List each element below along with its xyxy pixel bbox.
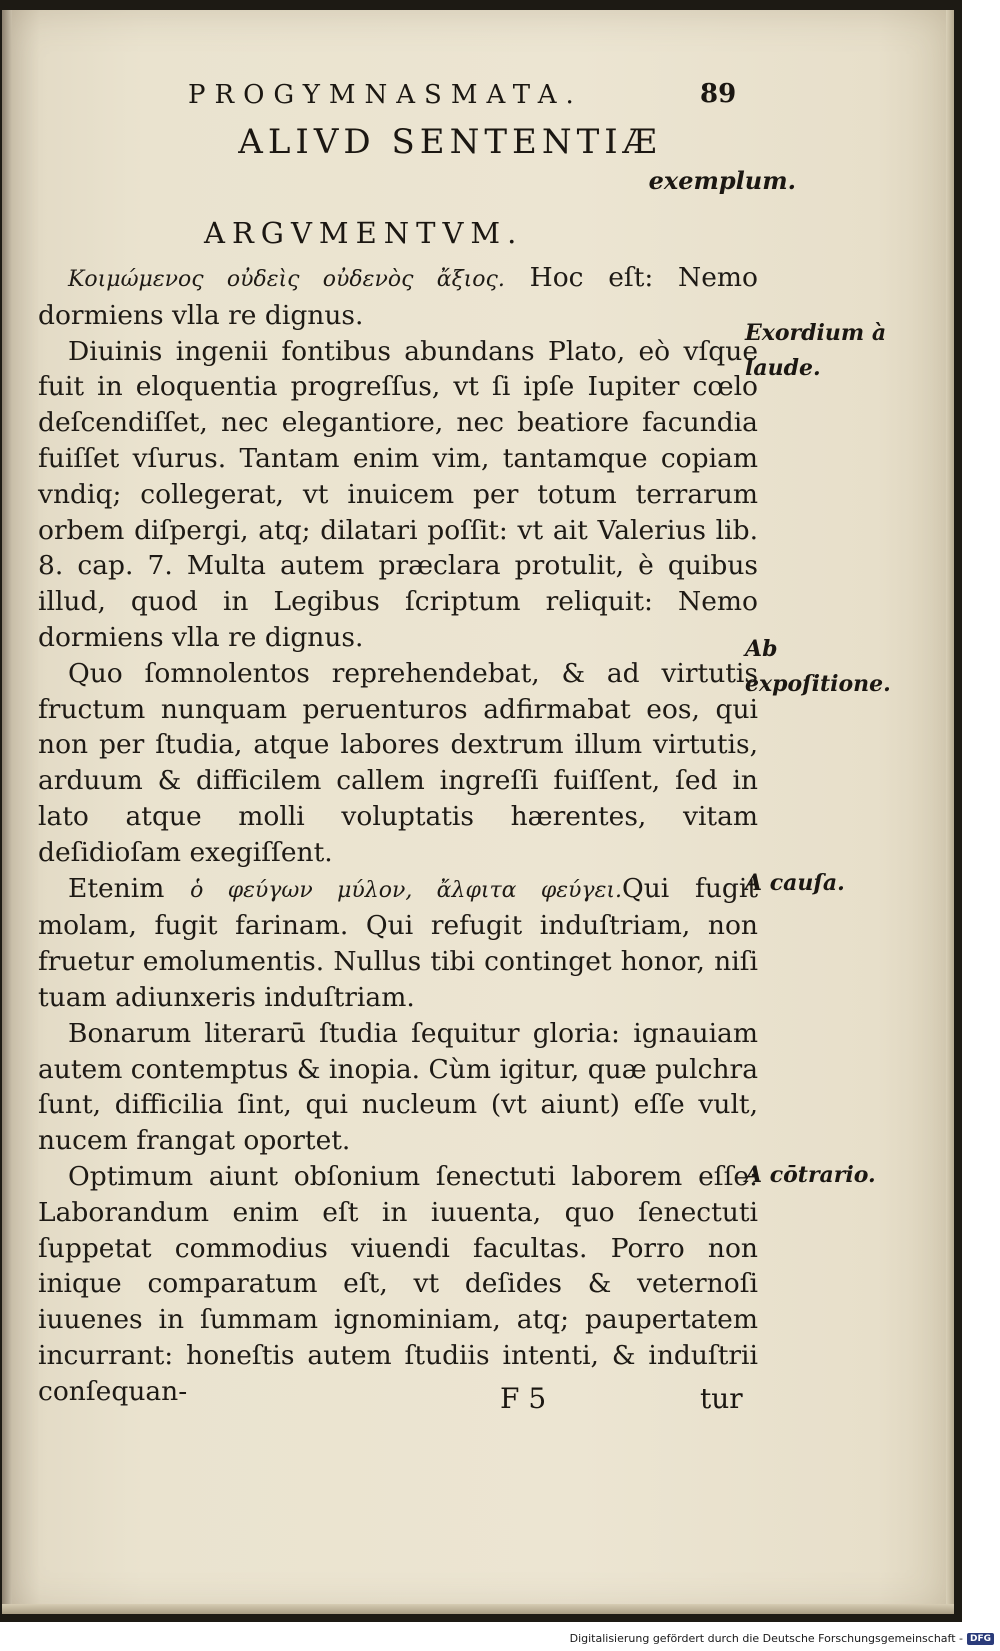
signature-mark: F 5 [500, 1382, 547, 1415]
body-text [38, 260, 758, 1410]
digitization-credit [570, 1632, 994, 1645]
paragraph-expositione [38, 656, 758, 871]
page-bottom-edge [2, 1604, 954, 1614]
paragraph-gloria [38, 1016, 758, 1159]
paragraph-argument [38, 260, 758, 334]
paragraph-text: Optimum aiunt obſonium ſenectuti laborem eſſe: Laborandum enim eſt in iuuenta, quo ſenectuti ſuppetat commodius viuendi facultas. Porro non inique comparatum eſt, vt deſides & veternoſi iuuenes in ſummam ignominiam, atq; paupertatem incurrant: honeſtis autem ſtudiis intenti, & induſtrii conſequan- [38, 1160, 758, 1407]
page-number: 89 [700, 79, 737, 109]
paragraph-lead: Etenim [68, 872, 191, 904]
margin-note-exordium: Exordium à laude. [745, 320, 887, 381]
section-heading: ARGVMENTVM. [204, 216, 524, 250]
paragraph-exordium [38, 334, 758, 656]
paragraph-text: Qui fugit molam, fugit farinam. Qui refugit induſtriam, non fruetur emolumentis. Nullus tibi continget honor, niſi tuam adiunxeris induſtriam. [38, 872, 758, 1013]
page-subtitle: exemplum. [648, 166, 796, 195]
paragraph-contrario [38, 1159, 758, 1410]
greek-quote: ὁ φεύγων μύλον, ἄλφιτα φεύγει. [190, 877, 622, 903]
margin-note-causa: A cauſa. [745, 870, 845, 896]
paragraph-text: Bonarum literarū ſtudia ſequitur gloria: ignauiam autem contemptus & inopia. Cùm igitur, quæ pulchra ſunt, difficilia ſint, qui nucleum (vt aiunt) eſſe vult, nucem frangat oportet. [38, 1017, 758, 1157]
paragraph-text: Diuinis ingenii fontibus abundans Plato, eò vſque fuit in eloquentia progreſſus, vt ſi ipſe Iupiter cœlo deſcendiſſet, nec elegantiore, nec beatiore facundia fuiſſet vſurus. Tantam enim vim, tantamque copiam vndiq; collegerat, vt inuicem per totum terrarum orbem diſpergi, atq; dilatari poſſit: vt ait Valerius lib. 8. cap. 7. Multa autem præclara protulit, è quibus illud, quod in Legibus ſcriptum reliquit: Nemo dormiens vlla re dignus. [38, 335, 758, 653]
greek-quote: Κοιμώμενος οὐδεὶς οὐδενὸς ἄξιος. [68, 267, 505, 292]
paragraph-causa [38, 871, 758, 1016]
paragraph-text: Quo ſomnolentos reprehendebat, & ad virtutis fructum nunquam peruenturos adfirmabat eos, qui non per ſtudia, atque labores dextrum illum virtutis, arduum & difficilem callem ingreſſi fuiſſent, ſed in lato atque molli voluptatis hærentes, vitam deſidioſam exegiſſent. [38, 657, 758, 868]
credit-text: Digitalisierung gefördert durch die Deutsche Forschungsgemeinschaft - [569, 1632, 963, 1645]
page-title: ALIVD SENTENTIÆ [238, 122, 662, 162]
margin-note-expositione: Ab expoſitione. [745, 636, 891, 697]
page-right-edge [946, 10, 954, 1614]
page-left-edge [2, 10, 12, 1614]
catchword: tur [700, 1382, 743, 1415]
running-head: PROGYMNASMATA. [188, 80, 583, 110]
paragraph-text: Hoc eſt: Nemo dormiens vlla re dignus. [38, 262, 758, 331]
margin-note-contrario: A cōtrario. [745, 1162, 876, 1188]
dfg-logo: DFG [967, 1633, 994, 1645]
